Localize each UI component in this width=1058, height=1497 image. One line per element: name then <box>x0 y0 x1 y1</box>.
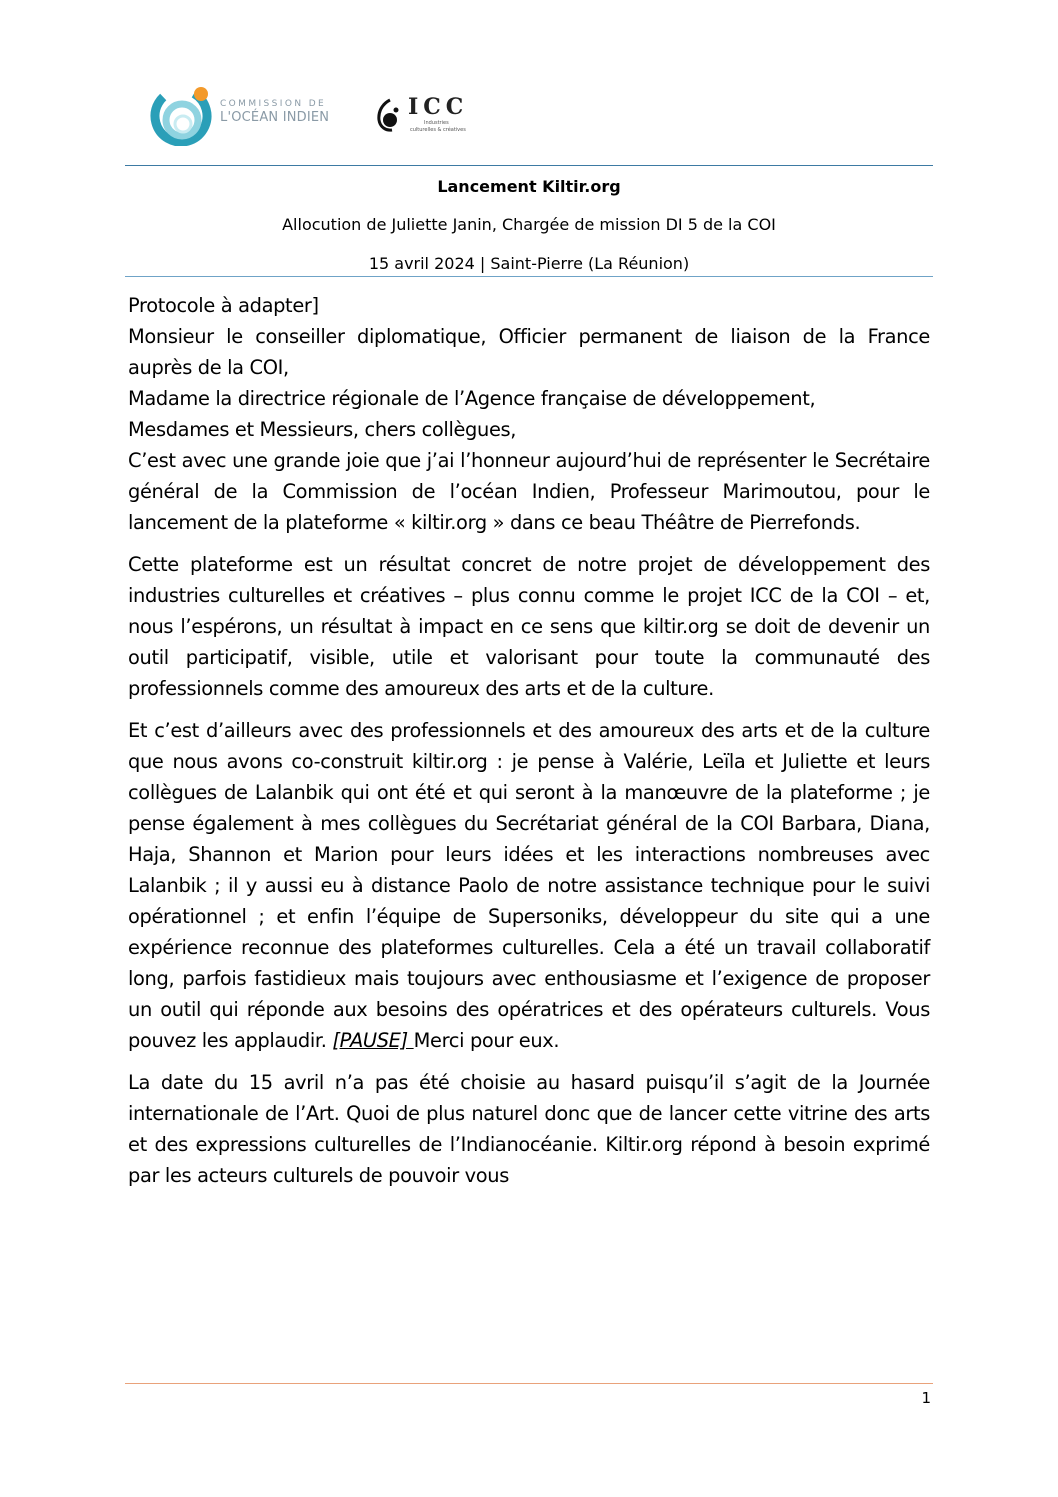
document-title: Lancement Kiltir.org <box>437 177 621 196</box>
pause-cue: [PAUSE] <box>332 1029 414 1052</box>
paragraph-date: La date du 15 avril n’a pas été choisie au hasard puisqu’il s’agit de la Journée internationale de l’Art. Quoi de plus naturel donc que de lancer cette vitrine des arts et des expressions culturelles de l’Indianocéanie. Kiltir.org répond à besoin exprimé par les acteurs culturels de pouvoir vous <box>128 1071 930 1187</box>
protocol-line: Madame la directrice régionale de l’Agence française de développement, <box>128 387 816 410</box>
header-bottom-rule <box>125 276 933 277</box>
document-subtitle: Allocution de Juliette Janin, Chargée de mission DI 5 de la COI <box>282 215 776 234</box>
speech-body <box>128 290 930 1191</box>
protocol-line: Protocole à adapter] <box>128 294 319 317</box>
icc-logo-subtitle <box>410 120 466 133</box>
paragraph-acknowledgements <box>128 715 930 1056</box>
protocol-line: Monsieur le conseiller diplomatique, Officier permanent de liaison de la France auprès de la COI, <box>128 325 930 379</box>
header-top-rule <box>125 165 933 166</box>
coi-logo-line1: COMMISSION DE <box>220 99 327 109</box>
coi-logo-line2: L'OCÉAN INDIEN <box>220 110 330 125</box>
icc-subtitle-line1: Industries <box>424 120 449 126</box>
header-logos <box>148 80 488 146</box>
icc-mark-icon <box>376 98 402 132</box>
acknowledgements-text: Et c’est d’ailleurs avec des professionnels et des amoureux des arts et de la culture que nous avons co-construit kiltir.org : je pense à Valérie, Leïla et Juliette et leurs collègues de Lalanbik qui ont été et qui seront à la manœuvre de la plateforme ; je pense également à mes collègues du Secrétariat général de la COI Barbara, Diana, Haja, Shannon et Marion pour leurs idées et les interactions nombreuses avec Lalanbik ; il y aussi eu à distance Paolo de notre assistance technique pour le suivi opérationnel ; et enfin l’équipe de Supersoniks, développeur du site qui a une expérience reconnue des plateformes culturelles. Cela a été un travail collaboratif long, parfois fastidieux mais toujours avec enthousiasme et l’exigence de proposer un outil qui réponde aux besoins des opératrices et des opérateurs culturels. Vous pouvez les applaudir. <box>128 719 930 1052</box>
footer-rule <box>125 1383 933 1384</box>
coi-logo-icon <box>148 80 214 146</box>
icc-logo <box>376 96 480 136</box>
acknowledgements-closing: Merci pour eux. <box>413 1029 560 1052</box>
protocol-line: Mesdames et Messieurs, chers collègues, <box>128 418 517 441</box>
paragraph-project: Cette plateforme est un résultat concret de notre projet de développement des industries culturelles et créatives – plus connu comme le projet ICC de la COI – et, nous l’espérons, un résultat à impact en ce sens que kiltir.org se doit de devenir un outil participatif, visible, utile et valorisant pour toute la communauté des professionnels comme des amoureux des arts et de la culture. <box>128 553 930 700</box>
document-dateline: 15 avril 2024 | Saint-Pierre (La Réunion) <box>368 254 690 273</box>
page-number: 1 <box>921 1389 931 1407</box>
icc-logo-text: ICC <box>408 94 469 120</box>
coi-logo-text <box>220 100 329 124</box>
icc-subtitle-line2: culturelles & créatives <box>410 126 466 133</box>
opening-paragraph: C’est avec une grande joie que j’ai l’honneur aujourd’hui de représenter le Secrétaire général de la Commission de l’océan Indien, Professeur Marimoutou, pour le lancement de la plateforme « kiltir.org » dans ce beau Théâtre de Pierrefonds. <box>128 449 930 534</box>
